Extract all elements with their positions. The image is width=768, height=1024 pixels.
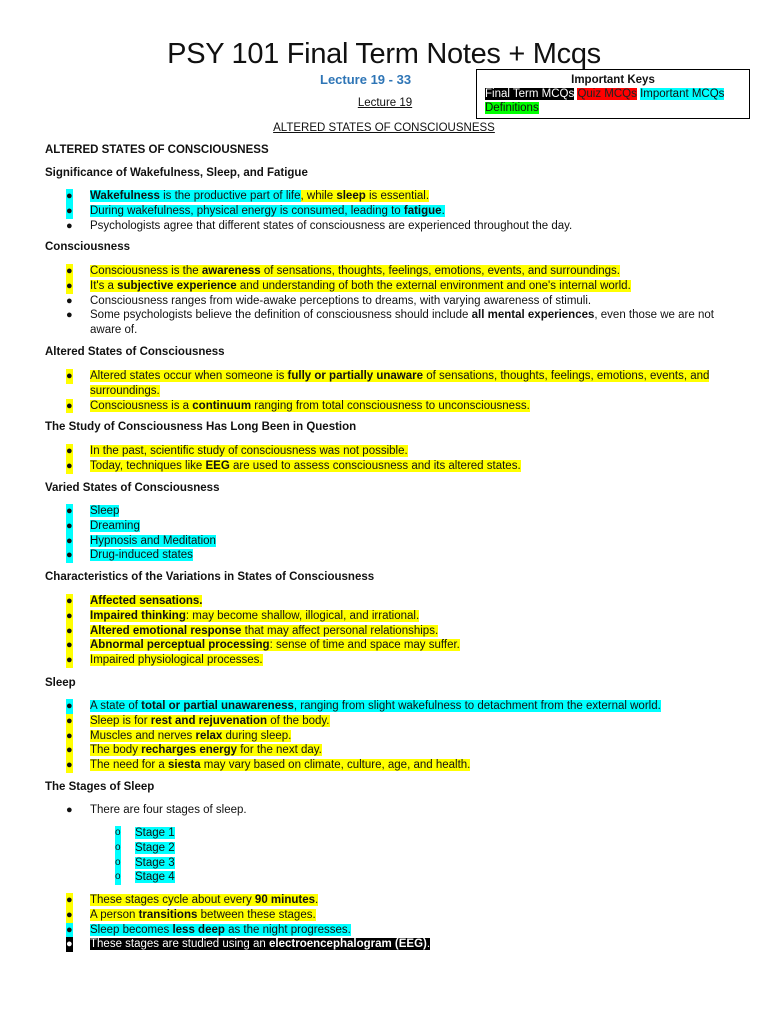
bold-text: total or partial unawareness: [141, 700, 294, 712]
bullet-icon: ●: [66, 459, 73, 472]
list-item: [0, 279, 730, 294]
bold-text: EEG: [205, 459, 230, 472]
list-item: [0, 594, 730, 609]
bullet-icon: ●: [66, 654, 73, 667]
list-item: [0, 758, 730, 773]
list-item: [0, 624, 730, 639]
bullet-icon: ●: [66, 624, 73, 637]
circle-bullet-icon: o: [115, 841, 121, 856]
text-run: may vary based on climate, culture, age, and health.: [200, 759, 471, 772]
text-run: These stages are studied using an: [90, 938, 270, 951]
text-run: , ranging from slight wakefulness to detachment from the external world.: [293, 700, 661, 712]
text-run: Sleep becomes: [90, 923, 173, 936]
key-definitions: Definitions: [485, 102, 539, 114]
bullet-list: [0, 189, 730, 233]
text-run: A person: [90, 908, 139, 921]
bold-text: fully or partially unaware: [287, 370, 424, 382]
important-keys-box: [476, 69, 750, 119]
bullet-icon: ●: [66, 279, 73, 292]
list-item: [0, 638, 730, 653]
text-run: Altered states occur when someone is: [90, 370, 288, 382]
list-item: [0, 548, 730, 563]
text-run: The body: [90, 744, 142, 757]
bold-text: subjective experience: [117, 279, 237, 292]
text-run: Consciousness ranges from wide-awake perceptions to dreams, with varying awareness of stimuli.: [90, 294, 592, 307]
list-item: [0, 937, 730, 952]
bullet-icon: ●: [66, 938, 73, 951]
keys-title: Important Keys: [571, 74, 655, 86]
item-text: [90, 445, 408, 457]
bullet-list: [0, 444, 730, 474]
list-item: [0, 444, 730, 459]
item-text: [90, 265, 620, 277]
text-run: Sleep: [90, 505, 120, 517]
bullet-list: [0, 369, 730, 413]
bullet-icon: ●: [66, 309, 73, 322]
item-text: [90, 205, 445, 217]
item-text: [90, 190, 301, 202]
circle-bullet-icon: o: [115, 870, 121, 885]
bold-text: all mental experiences: [471, 309, 595, 322]
item-text: [90, 639, 460, 651]
bullet-icon: ●: [66, 445, 73, 457]
text-run: is essential.: [365, 190, 430, 202]
item-text: [90, 400, 530, 412]
text-run: during sleep.: [222, 729, 292, 742]
bullet-icon: ●: [66, 804, 73, 816]
bullet-icon: ●: [66, 505, 73, 517]
item-text: [90, 610, 419, 622]
bold-text: fatigue: [403, 204, 442, 217]
stage-item: [0, 826, 435, 841]
text-run: It's a: [90, 279, 118, 292]
bullet-icon: ●: [66, 399, 73, 412]
section-heading: Characteristics of the Variations in States of Consciousness: [45, 571, 375, 583]
bullet-icon: ●: [66, 894, 73, 906]
text-run: A state of: [90, 700, 142, 712]
bold-text: rest and rejuvenation: [150, 714, 268, 727]
list-item: [0, 189, 730, 204]
item-text: [90, 804, 247, 816]
bullet-list: [0, 893, 730, 952]
key-final-term: Final Term MCQs: [485, 88, 575, 100]
text-run: between these stages.: [197, 908, 316, 921]
list-item: [0, 893, 730, 908]
list-item: [0, 308, 730, 338]
text-run: Psychologists agree that different states of consciousness are experienced throughout the day.: [90, 219, 573, 232]
stage-label: Stage 4: [135, 871, 175, 884]
text-run: .: [315, 894, 319, 906]
item-text: [90, 595, 202, 607]
text-run: that may affect personal relationships.: [241, 624, 439, 637]
item-text: [90, 549, 193, 561]
item-text: [90, 715, 330, 727]
text-run: is the productive part of life: [159, 190, 301, 202]
stage-label: Stage 3: [135, 856, 175, 869]
section-heading: Significance of Wakefulness, Sleep, and Fatigue: [45, 167, 308, 179]
list-item: [0, 459, 730, 474]
text-run: and understanding of both the external environment and one's internal world.: [236, 279, 631, 292]
text-run: as the night progresses.: [224, 923, 351, 936]
item-text: [90, 924, 351, 936]
stage-label: Stage 1: [135, 827, 175, 839]
list-item: [0, 219, 730, 234]
section-heading: Altered States of Consciousness: [45, 346, 225, 358]
bold-text: transitions: [138, 908, 198, 921]
bullet-icon: ●: [66, 714, 73, 727]
item-text: [90, 535, 216, 547]
text-run: : may become shallow, illogical, and irrational.: [185, 609, 420, 622]
text-run: The need for a: [90, 759, 168, 772]
list-item: [0, 294, 730, 309]
item-text: [90, 730, 291, 742]
bullet-icon: ●: [66, 700, 73, 712]
list-item: [0, 609, 730, 624]
text-run: for the next day.: [237, 744, 322, 757]
list-item: [0, 264, 730, 279]
text-run: of sensations, thoughts, feelings, emotions, events, and surroundings.: [260, 265, 620, 277]
text-run: are used to assess consciousness and its altered states.: [229, 459, 521, 472]
text-run: ranging from total consciousness to unconsciousness.: [251, 399, 530, 412]
item-text: [90, 759, 470, 771]
stage-label: Stage 2: [135, 841, 175, 854]
item-text: [90, 520, 140, 532]
key-quiz: Quiz MCQs: [577, 88, 637, 100]
text-run: .: [426, 938, 431, 951]
circle-bullet-icon: o: [115, 826, 121, 841]
bold-text: siesta: [168, 759, 201, 772]
text-run: These stages cycle about every: [90, 894, 255, 906]
bullet-icon: ●: [66, 534, 73, 547]
bold-text: awareness: [201, 265, 261, 277]
stage-item: [0, 856, 435, 871]
item-text: [90, 370, 709, 397]
text-run: , while: [300, 190, 337, 202]
item-text: [90, 654, 263, 666]
text-run: Today, techniques like: [90, 459, 206, 472]
item-text-secondary: [301, 190, 430, 202]
main-heading: ALTERED STATES OF CONSCIOUSNESS: [273, 122, 495, 134]
item-text: [90, 280, 631, 292]
bullet-icon: ●: [66, 370, 73, 382]
bold-text: less deep: [172, 923, 225, 936]
stage-sublist: [0, 826, 435, 885]
text-run: .: [441, 204, 445, 217]
bullet-icon: ●: [66, 744, 73, 757]
bullet-icon: ●: [66, 519, 73, 532]
list-item: [0, 729, 730, 744]
bullet-icon: ●: [66, 729, 73, 742]
bold-text: Impaired thinking: [90, 609, 186, 622]
bullet-icon: ●: [66, 609, 73, 622]
list-item: [0, 534, 730, 549]
list-item: [0, 504, 730, 519]
bullet-icon: ●: [66, 219, 73, 232]
list-item: [0, 399, 730, 414]
text-run: Consciousness is a: [90, 399, 193, 412]
text-run: Consciousness is the: [90, 265, 202, 277]
item-text: [90, 309, 714, 336]
text-run: Some psychologists believe the definition of consciousness should include: [90, 309, 472, 322]
section-heading: The Study of Consciousness Has Long Been in Question: [45, 421, 357, 433]
section-heading: The Stages of Sleep: [45, 781, 155, 793]
text-run: : sense of time and space may suffer.: [269, 639, 460, 652]
list-item: [0, 908, 730, 923]
item-text: [90, 744, 322, 756]
bold-text: Affected sensations.: [90, 595, 203, 607]
bold-text: Wakefulness: [90, 190, 160, 202]
list-item: [0, 519, 730, 534]
bullet-icon: ●: [66, 759, 73, 772]
bullet-icon: ●: [66, 190, 73, 202]
bullet-icon: ●: [66, 204, 73, 217]
bold-text: relax: [195, 729, 223, 742]
text-run: During wakefulness, physical energy is consumed, leading to: [90, 204, 404, 217]
bullet-icon: ●: [66, 265, 73, 277]
item-text: [90, 220, 572, 232]
section-heading: Consciousness: [45, 241, 130, 253]
bold-text: Abnormal perceptual processing: [90, 639, 270, 652]
bullet-icon: ●: [66, 908, 73, 921]
keys-row-2: [477, 101, 749, 115]
bullet-icon: ●: [66, 923, 73, 936]
list-item: [0, 653, 730, 668]
bullet-list: [0, 264, 730, 338]
bold-text: recharges energy: [141, 744, 238, 757]
stage-item: [0, 870, 435, 885]
section-heading: ALTERED STATES OF CONSCIOUSNESS: [45, 144, 269, 156]
keys-row: [477, 87, 749, 101]
item-text: [90, 625, 438, 637]
bold-text: electroencephalogram (EEG): [269, 938, 427, 951]
text-run: There are four stages of sleep.: [90, 804, 247, 816]
bullet-icon: ●: [66, 595, 73, 607]
bold-text: sleep: [336, 190, 366, 202]
key-important: Important MCQs: [640, 88, 725, 100]
text-run: Dreaming: [90, 519, 140, 532]
list-item: [0, 923, 730, 938]
text-run: of sensations, thoughts, feelings, emotions, events, and surroundings.: [90, 370, 710, 397]
section-heading: Sleep: [45, 677, 76, 689]
item-text: [90, 909, 316, 921]
bold-text: continuum: [192, 399, 252, 412]
document-title: PSY 101 Final Term Notes + Mcqs: [167, 38, 601, 70]
stage-item: [0, 841, 435, 856]
circle-bullet-icon: o: [115, 856, 121, 871]
text-run: Hypnosis and Meditation: [90, 534, 216, 547]
list-item: [0, 714, 730, 729]
text-run: In the past, scientific study of consciousness was not possible.: [90, 445, 408, 457]
text-run: Sleep is for: [90, 714, 151, 727]
text-run: Drug-induced states: [90, 549, 193, 562]
bullet-list: [0, 699, 730, 773]
text-run: Muscles and nerves: [90, 729, 196, 742]
list-item: [0, 369, 730, 399]
text-run: of the body.: [267, 714, 330, 727]
bullet-icon: ●: [66, 294, 73, 307]
item-text: [90, 505, 119, 517]
item-text: [90, 295, 591, 307]
text-run: Impaired physiological processes.: [90, 654, 263, 667]
bullet-list: [0, 803, 730, 818]
bullet-icon: ●: [66, 549, 73, 562]
item-text: [90, 938, 430, 950]
list-item: [0, 204, 730, 219]
list-item: [0, 743, 730, 758]
bullet-list: [0, 594, 730, 668]
list-item: [0, 803, 730, 818]
bold-text: 90 minutes: [254, 894, 315, 906]
lecture-range: Lecture 19 - 33: [320, 72, 412, 87]
item-text: [90, 700, 661, 712]
bullet-list: [0, 504, 730, 563]
bullet-icon: ●: [66, 639, 73, 652]
list-item: [0, 699, 730, 714]
item-text: [90, 460, 521, 472]
text-run: , even those we are not aware of.: [90, 309, 714, 337]
lecture-number: Lecture 19: [357, 97, 413, 109]
section-heading: Varied States of Consciousness: [45, 482, 220, 494]
item-text: [90, 894, 318, 906]
bold-text: Altered emotional response: [90, 624, 242, 637]
